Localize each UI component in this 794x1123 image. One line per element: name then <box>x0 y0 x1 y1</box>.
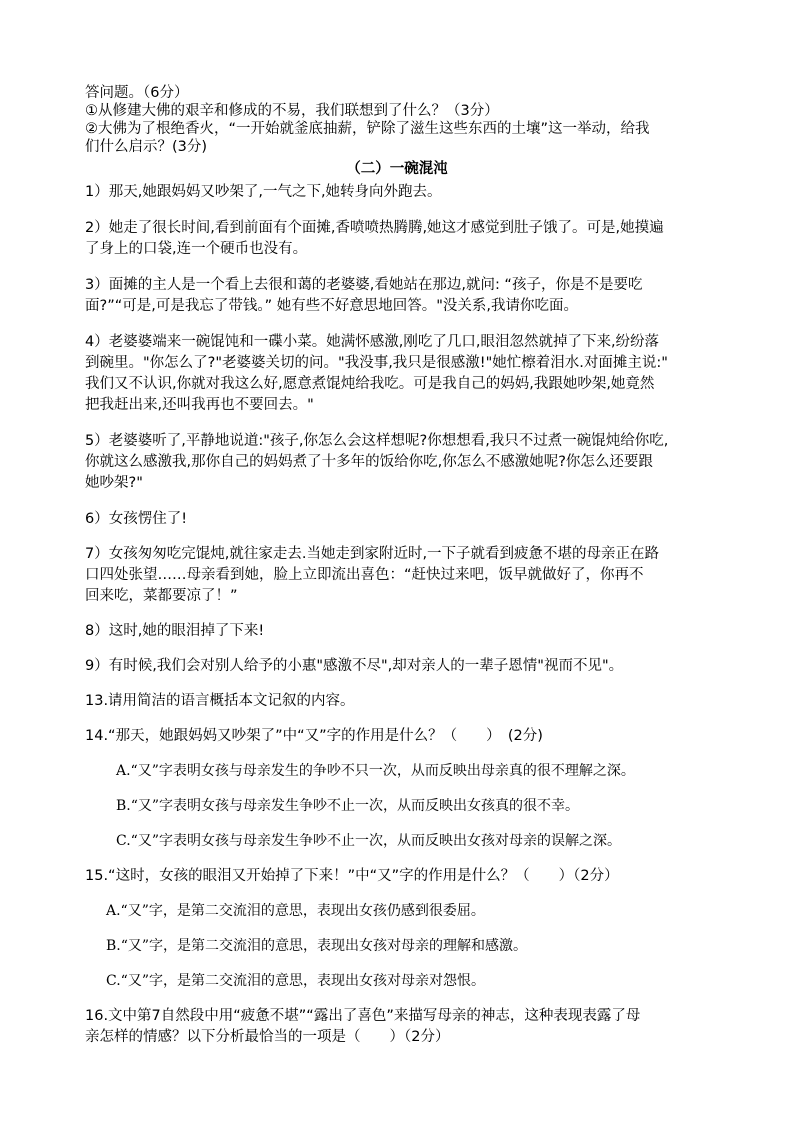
option-14c: C.“又”字表明女孩与母亲发生争吵不止一次，从而反映出女孩对母亲的误解之深。 <box>116 833 621 849</box>
paragraph-1: 1）那天,她跟妈妈又吵架了,一气之下,她转身向外跑去。 <box>85 184 442 200</box>
paragraph-9: 9）有时候,我们会对别人给予的小惠"感激不尽",却对亲人的一辈子恩情"视而不见"。 <box>85 658 624 674</box>
paragraph-6: 6）女孩愣住了! <box>85 511 188 527</box>
paragraph-7-cont: 回来吃，菜都要凉了！” <box>85 588 238 604</box>
section-title: （二）一碗混沌 <box>346 161 448 177</box>
option-14b: B.“又”字表明女孩与母亲发生争吵不止一次，从而反映出女孩真的很不幸。 <box>116 798 580 814</box>
paragraph-4-cont: 把我赶出来,还叫我再也不要回去。" <box>85 397 314 413</box>
paragraph-3-cont: 面?”“可是,可是我忘了带钱。” 她有些不好意思地回答。"没关系,我请你吃面。 <box>85 298 578 314</box>
option-15b: B.“又”字，是第二交流泪的意思，表现出女孩对母亲的理解和感激。 <box>106 938 528 954</box>
paragraph-5-cont: 你就这么感激我,那你自己的妈妈煮了十多年的饭给你吃,你怎么不感激她呢?你怎么还要跟 <box>85 454 653 470</box>
option-15c: C.“又”字，是第二交流泪的意思，表现出女孩对母亲对怨恨。 <box>106 973 485 989</box>
paragraph-2: 2）她走了很长时间,看到前面有个面摊,香喷喷热腾腾,她这才感觉到肚子饿了。可是,她摸遍 <box>85 220 664 236</box>
option-14a: A.“又”字表明女孩与母亲发生的争吵不只一次，从而反映出母亲真的很不理解之深。 <box>116 763 635 779</box>
paragraph-4: 4）老婆婆端来一碗馄饨和一碟小菜。她满怀感激,刚吃了几口,眼泪忽然就掉了下来,纷纷落 <box>85 334 660 350</box>
option-15a: A.“又”字，是第二交流泪的意思，表现出女孩仍感到很委屈。 <box>106 903 485 919</box>
question-1: ①从修建大佛的艰辛和修成的不易，我们联想到了什么？（3分） <box>85 103 499 119</box>
question-14: 14.“那天，她跟妈妈又吵架了”中“又”字的作用是什么？（ ） (2分) <box>85 728 543 744</box>
question-15: 15.“这时，女孩的眼泪又开始掉了下来！”中“又”字的作用是什么？（ ）（2分） <box>85 868 619 884</box>
question-13: 13.请用简洁的语言概括本文记叙的内容。 <box>85 693 355 709</box>
paragraph-7: 7）女孩匆匆吃完馄炖,就往家走去.当她走到家附近时,一下子就看到疲惫不堪的母亲正在路 <box>85 546 660 562</box>
question-2: ②大佛为了根绝香火，“一开始就釜底抽薪，铲除了滋生这些东西的土壤”这一举动，给我 <box>85 121 650 137</box>
paragraph-4-cont: 到碗里。"你怎么了?"老婆婆关切的问。"我没事,我只是很感激!"她忙檫着泪水.对面摊主说:" <box>85 355 668 371</box>
question-16-cont: 亲怎样的情感？以下分析最恰当的一项是（ ）（2分） <box>85 1029 450 1045</box>
paragraph-8: 8）这时,她的眼泪掉了下来! <box>85 623 265 639</box>
paragraph-5-cont: 她吵架?" <box>85 475 143 491</box>
question-2-cont: 们什么启示？(3分) <box>85 139 208 155</box>
paragraph-5: 5）老婆婆听了,平静地说道:"孩子,你怎么会这样想呢?你想想看,我只不过煮一碗馄炖给你吃, <box>85 433 669 449</box>
paragraph-3: 3）面摊的主人是一个看上去很和蔼的老婆婆,看她站在那边,就问: “孩子，你是不是要吃 <box>85 277 643 293</box>
paragraph-2-cont: 了身上的口袋,连一个硬币也没有。 <box>85 241 308 257</box>
intro-line: 答问题。（6分） <box>85 85 189 101</box>
paragraph-7-cont: 口四处张望……母亲看到她，脸上立即流出喜色：“赶快过来吧，饭早就做好了，你再不 <box>85 567 644 583</box>
paragraph-4-cont: 我们又不认识,你就对我这么好,愿意煮馄炖给我吃。可是我自己的妈妈,我跟她吵架,她竟然 <box>85 376 655 392</box>
question-16: 16.文中第7自然段中用“疲惫不堪”“露出了喜色”来描写母亲的神志，这种表现表露了母 <box>85 1008 641 1024</box>
